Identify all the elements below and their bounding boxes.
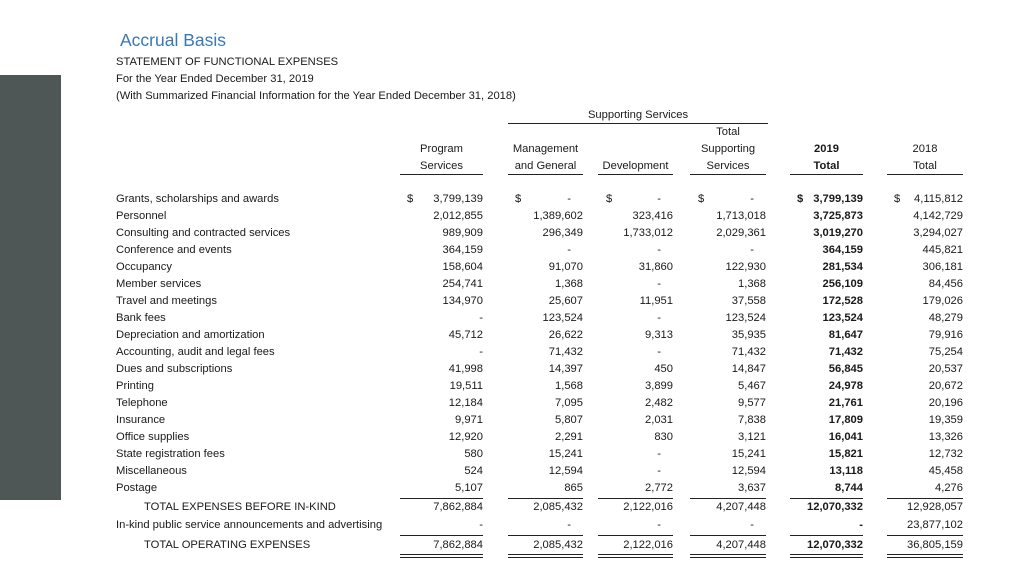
row-value: 524	[464, 465, 483, 477]
row-value: 3,799,139	[433, 193, 483, 205]
row-label: In-kind public service announcements and advertising	[116, 519, 383, 531]
row-value: 79,916	[928, 329, 963, 341]
row-value: 45,712	[448, 329, 483, 341]
column-header	[690, 124, 766, 175]
row-value: 4,276	[935, 482, 963, 494]
column-header-rule	[508, 174, 583, 175]
row-value: 865	[564, 482, 583, 494]
currency-symbol: $	[407, 193, 414, 205]
total-rule	[887, 535, 963, 536]
row-value: 12,184	[448, 397, 483, 409]
row-value: 2,291	[555, 431, 583, 443]
row-label: Travel and meetings	[116, 295, 217, 307]
page-title: Accrual Basis	[120, 30, 227, 50]
row-value: 3,121	[738, 431, 766, 443]
row-value: 2,122,016	[623, 501, 673, 513]
row-value: 296,349	[542, 227, 583, 239]
column-header	[790, 124, 863, 175]
currency-symbol: $	[894, 193, 901, 205]
row-value: -	[657, 448, 661, 460]
column-header-line: Management	[512, 143, 579, 155]
row-label: Postage	[116, 482, 158, 494]
row-value: -	[657, 519, 661, 531]
column-header-line	[790, 124, 863, 141]
currency-symbol: $	[606, 193, 613, 205]
total-rule	[598, 535, 673, 536]
column-header-rule	[400, 174, 483, 175]
row-value: 2,029,361	[716, 227, 766, 239]
row-value: 2,012,855	[433, 210, 483, 222]
column-header-line	[887, 124, 963, 141]
row-label: Consulting and contracted services	[116, 227, 291, 239]
table-row	[0, 378, 1024, 395]
row-value: 71,432	[731, 346, 766, 358]
row-value: 12,732	[928, 448, 963, 460]
table-row	[0, 429, 1024, 446]
row-value: 9,971	[455, 414, 483, 426]
row-value: 2,031	[645, 414, 673, 426]
table-row	[0, 480, 1024, 497]
column-header-rule	[887, 174, 963, 175]
row-value: 3,294,027	[913, 227, 963, 239]
column-header-rule	[690, 174, 766, 175]
row-label: Insurance	[116, 414, 166, 426]
row-value: 7,838	[738, 414, 766, 426]
row-value: 4,142,729	[913, 210, 963, 222]
currency-symbol: $	[515, 193, 522, 205]
total-rule	[508, 535, 583, 536]
row-value: 15,241	[731, 448, 766, 460]
table-row	[0, 293, 1024, 310]
row-value: 12,594	[548, 465, 583, 477]
row-value: -	[657, 244, 661, 256]
table-row	[0, 225, 1024, 242]
table-row	[0, 412, 1024, 429]
row-label: Bank fees	[116, 312, 166, 324]
row-value: 14,847	[731, 363, 766, 375]
grand-total-double-rule	[887, 554, 963, 558]
table-row	[0, 276, 1024, 293]
row-value: 2,085,432	[533, 539, 583, 551]
statement-period: For the Year Ended December 31, 2019	[116, 73, 314, 85]
column-header-line	[400, 124, 483, 141]
column-header-rule	[790, 174, 863, 175]
statement-note: (With Summarized Financial Information for the Year Ended December 31, 2018)	[116, 90, 516, 102]
row-value: 13,118	[829, 465, 863, 477]
row-value: 36,805,159	[907, 539, 963, 551]
table-row	[0, 208, 1024, 225]
row-value: 4,207,448	[716, 501, 766, 513]
grand-total-double-rule	[690, 554, 766, 558]
row-label: TOTAL OPERATING EXPENSES	[144, 539, 311, 551]
row-value: 25,607	[548, 295, 583, 307]
row-value: 24,978	[828, 380, 863, 392]
row-label: Occupancy	[116, 261, 172, 273]
row-value: 1,368	[555, 278, 583, 290]
row-value: 75,254	[928, 346, 963, 358]
column-header-line: 2019	[814, 143, 839, 155]
grand-total-double-rule	[400, 554, 483, 558]
table-row	[0, 344, 1024, 361]
column-header-line: Total	[716, 126, 740, 138]
row-value: 2,122,016	[623, 539, 673, 551]
row-value: 450	[654, 363, 673, 375]
row-label: State registration fees	[116, 448, 225, 460]
currency-symbol: $	[698, 193, 705, 205]
row-value: 1,713,018	[716, 210, 766, 222]
row-value: 48,279	[928, 312, 963, 324]
row-value: 20,196	[928, 397, 963, 409]
row-label: Grants, scholarships and awards	[116, 193, 279, 205]
row-value: -	[567, 193, 571, 205]
row-value: 179,026	[922, 295, 963, 307]
row-value: 16,041	[828, 431, 863, 443]
row-value: 13,326	[928, 431, 963, 443]
row-label: Conference and events	[116, 244, 232, 256]
row-value: 11,951	[639, 295, 673, 307]
column-header-line: Program	[420, 143, 463, 155]
row-value: 580	[464, 448, 483, 460]
column-header-line	[598, 141, 673, 158]
row-value: -	[567, 244, 571, 256]
column-header-line: Total	[813, 160, 840, 172]
inkind-row	[0, 517, 1024, 534]
row-value: 4,207,448	[716, 539, 766, 551]
row-value: 5,807	[555, 414, 583, 426]
row-value: 1,389,602	[533, 210, 583, 222]
row-value: -	[479, 346, 483, 358]
row-value: 7,862,884	[433, 539, 483, 551]
row-value: 31,860	[638, 261, 673, 273]
row-value: 81,647	[828, 329, 863, 341]
grand-total-double-rule	[598, 554, 673, 558]
row-value: 20,672	[928, 380, 963, 392]
row-value: 306,181	[922, 261, 963, 273]
table-row	[0, 446, 1024, 463]
row-label: Office supplies	[116, 431, 190, 443]
row-value: 91,070	[548, 261, 583, 273]
row-value: 5,467	[738, 380, 766, 392]
row-value: 45,458	[928, 465, 963, 477]
table-row	[0, 259, 1024, 276]
row-value: -	[657, 278, 661, 290]
row-value: 2,482	[645, 397, 673, 409]
row-value: -	[750, 193, 754, 205]
row-value: 7,095	[555, 397, 583, 409]
row-label: TOTAL EXPENSES BEFORE IN-KIND	[144, 501, 336, 513]
row-value: -	[479, 312, 483, 324]
row-value: 122,930	[725, 261, 766, 273]
row-value: 8,744	[835, 482, 863, 494]
row-value: 71,432	[828, 346, 863, 358]
row-value: 323,416	[632, 210, 673, 222]
total-rule	[790, 535, 863, 536]
row-value: 364,159	[822, 244, 863, 256]
row-value: 123,524	[822, 312, 863, 324]
row-value: -	[657, 193, 661, 205]
table-row	[0, 242, 1024, 259]
column-header-line: Development	[602, 160, 669, 172]
row-value: 256,109	[822, 278, 863, 290]
table-row	[0, 310, 1024, 327]
row-value: 9,577	[738, 397, 766, 409]
column-header	[508, 124, 583, 175]
row-value: -	[657, 346, 661, 358]
row-value: 12,070,332	[807, 539, 863, 551]
column-header-line	[508, 124, 583, 141]
grand-total-double-rule	[508, 554, 583, 558]
row-value: 3,899	[645, 380, 673, 392]
row-label: Depreciation and amortization	[116, 329, 265, 341]
row-value: 4,115,812	[914, 193, 963, 205]
total-rule	[690, 535, 766, 536]
row-value: 1,368	[738, 278, 766, 290]
row-value: -	[657, 465, 661, 477]
row-value: 12,928,057	[907, 501, 963, 513]
column-header	[887, 124, 963, 175]
statement-title: STATEMENT OF FUNCTIONAL EXPENSES	[116, 56, 339, 68]
row-label: Dues and subscriptions	[116, 363, 233, 375]
row-value: 41,998	[448, 363, 483, 375]
subtotal-row	[0, 499, 1024, 516]
row-value: 35,935	[731, 329, 766, 341]
row-value: 3,019,270	[813, 227, 863, 239]
row-value: 3,799,139	[813, 193, 863, 205]
column-header	[400, 124, 483, 175]
row-value: 281,534	[822, 261, 863, 273]
row-value: 9,313	[645, 329, 673, 341]
row-value: 1,733,012	[623, 227, 673, 239]
row-value: 19,511	[449, 380, 483, 392]
row-label: Telephone	[116, 397, 168, 409]
currency-symbol: $	[797, 193, 804, 205]
column-header-line: Services	[420, 160, 463, 172]
row-value: -	[479, 519, 483, 531]
row-label: Printing	[116, 380, 154, 392]
row-value: -	[750, 519, 754, 531]
row-value: 445,821	[922, 244, 963, 256]
row-label: Miscellaneous	[116, 465, 187, 477]
row-value: 12,594	[731, 465, 766, 477]
row-value: 14,397	[548, 363, 583, 375]
row-value: 19,359	[928, 414, 963, 426]
row-value: 12,920	[448, 431, 483, 443]
row-value: 2,085,432	[533, 501, 583, 513]
row-value: -	[750, 244, 754, 256]
row-value: 2,772	[645, 482, 673, 494]
row-value: 84,456	[928, 278, 963, 290]
row-value: -	[657, 312, 661, 324]
table-row	[0, 361, 1024, 378]
row-label: Personnel	[116, 210, 167, 222]
row-value: 134,970	[442, 295, 483, 307]
row-value: 830	[654, 431, 673, 443]
column-header-line: Total	[913, 160, 937, 172]
column-header-line: Services	[706, 160, 750, 172]
row-value: 71,432	[548, 346, 583, 358]
row-value: 21,761	[828, 397, 863, 409]
row-value: 364,159	[442, 244, 483, 256]
row-value: 989,909	[442, 227, 483, 239]
row-value: 23,877,102	[907, 519, 963, 531]
row-label: Member services	[116, 278, 202, 290]
table-row	[0, 327, 1024, 344]
column-header-line	[598, 124, 673, 141]
row-value: 17,809	[828, 414, 863, 426]
row-value: 56,845	[828, 363, 863, 375]
grand-total-double-rule	[790, 554, 863, 558]
row-value: 15,241	[548, 448, 583, 460]
row-value: 5,107	[455, 482, 483, 494]
total-row	[0, 537, 1024, 554]
row-value: 15,821	[828, 448, 863, 460]
table-row	[0, 395, 1024, 412]
supporting-services-header: Supporting Services	[587, 109, 689, 121]
table-row	[0, 463, 1024, 480]
row-value: 123,524	[725, 312, 766, 324]
column-header-line: Supporting	[700, 143, 756, 155]
row-value: 7,862,884	[433, 501, 483, 513]
row-value: 20,537	[928, 363, 963, 375]
column-header-line: and General	[514, 160, 577, 172]
row-value: 12,070,332	[807, 501, 863, 513]
row-value: 1,568	[555, 380, 583, 392]
row-label: Accounting, audit and legal fees	[116, 346, 275, 358]
total-rule	[400, 535, 483, 536]
row-value: 254,741	[442, 278, 483, 290]
row-value: 158,604	[442, 261, 483, 273]
column-header	[598, 124, 673, 175]
row-value: 172,528	[822, 295, 863, 307]
row-value: 123,524	[542, 312, 583, 324]
row-value: -	[567, 519, 571, 531]
row-value: 3,637	[738, 482, 766, 494]
row-value: 3,725,873	[813, 210, 863, 222]
row-value: 26,622	[548, 329, 583, 341]
column-header-line: 2018	[912, 143, 938, 155]
row-value: -	[859, 519, 863, 531]
column-header-rule	[598, 174, 673, 175]
table-row	[0, 191, 1024, 208]
row-value: 37,558	[731, 295, 766, 307]
